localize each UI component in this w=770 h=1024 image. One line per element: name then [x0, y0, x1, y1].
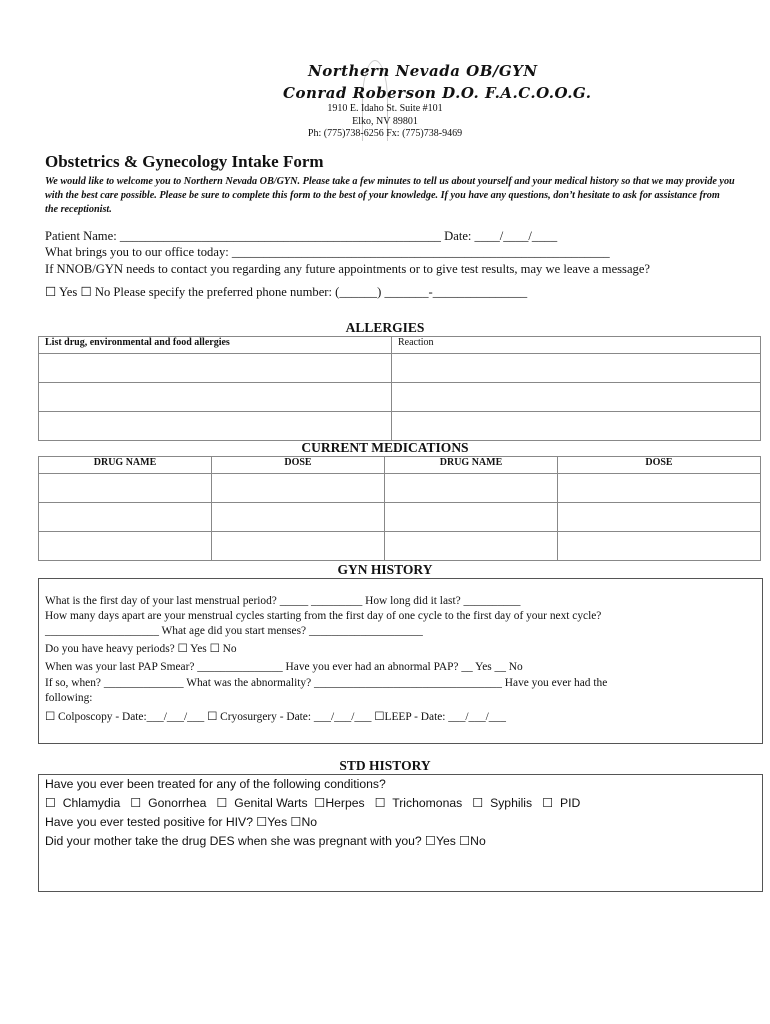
std-q3[interactable]: Did your mother take the drug DES when she was pregnant with you? ☐Yes ☐No — [45, 834, 486, 848]
allergies-table — [38, 336, 761, 441]
drug-name-header: DRUG NAME — [39, 457, 212, 474]
std-conditions[interactable]: ☐ Chlamydia ☐ Gonorrhea ☐ Genital Warts ☐Herpes ☐ Trichomonas ☐ Syphilis ☐ PID — [45, 796, 581, 810]
visit-reason-field[interactable]: What brings you to our office today: ____________________________________________________________ — [45, 245, 610, 259]
medications-table — [38, 456, 761, 561]
practice-name: Northern Nevada OB/GYN — [308, 62, 538, 80]
gyn-q4[interactable]: Do you have heavy periods? ☐ Yes ☐ No — [45, 643, 237, 655]
std-history-title: STD HISTORY — [339, 758, 431, 773]
allergies-title: ALLERGIES — [345, 320, 425, 335]
reaction-cell[interactable] — [392, 354, 761, 383]
address-line-1: 1910 E. Idaho St. Suite #101 — [327, 103, 443, 114]
med-cell[interactable] — [385, 503, 558, 532]
reaction-col-header: Reaction — [392, 337, 761, 354]
allergy-cell[interactable] — [39, 354, 392, 383]
dose-header: DOSE — [558, 457, 761, 474]
gyn-q6[interactable]: If so, when? ______________ What was the abnormality? _________________________________ Have you ever had the — [45, 677, 608, 689]
reaction-cell[interactable] — [392, 383, 761, 412]
med-cell[interactable] — [39, 532, 212, 561]
address-line-2: Elko, NV 89801 — [352, 116, 418, 127]
patient-name-field[interactable]: Patient Name: ___________________________________________________ Date: ____/____/____ — [45, 229, 558, 243]
drug-name-header: DRUG NAME — [385, 457, 558, 474]
med-cell[interactable] — [385, 532, 558, 561]
med-cell[interactable] — [558, 503, 761, 532]
med-cell[interactable] — [212, 503, 385, 532]
med-cell[interactable] — [212, 474, 385, 503]
doctor-name: Conrad Roberson D.O. F.A.C.O.O.G. — [283, 84, 592, 102]
std-q2[interactable]: Have you ever tested positive for HIV? ☐Yes ☐No — [45, 815, 318, 829]
form-intro: We would like to welcome you to Northern Nevada OB/GYN. Please take a few minutes to tell us about yourself and your medical history so that we may provide you with the best care possible. Please be sure to complete this form to the best of your knowledge. If you have any questions, don’t hesitate to ask for assistance from the receptionist. — [45, 176, 735, 215]
medications-title: CURRENT MEDICATIONS — [301, 440, 469, 455]
gyn-q3[interactable]: ____________________ What age did you start menses? ____________________ — [45, 625, 423, 637]
phone-fax: Ph: (775)738-6256 Fx: (775)738-9469 — [307, 128, 463, 139]
form-title: Obstetrics & Gynecology Intake Form — [45, 152, 324, 171]
gyn-q8[interactable]: ☐ Colposcopy - Date:___/___/___ ☐ Cryosurgery - Date: ___/___/___ ☐LEEP - Date: ___/___/___ — [45, 711, 506, 723]
contact-question: If NNOB/GYN needs to contact you regarding any future appointments or to give test results, may we leave a message? — [45, 262, 651, 276]
med-cell[interactable] — [39, 503, 212, 532]
med-cell[interactable] — [558, 474, 761, 503]
gyn-history-title: GYN HISTORY — [337, 562, 433, 577]
allergy-cell[interactable] — [39, 412, 392, 441]
med-cell[interactable] — [212, 532, 385, 561]
gyn-q1[interactable]: What is the first day of your last menstrual period? _____ _________ How long did it last? __________ — [45, 595, 521, 607]
gyn-q7: following: — [45, 692, 93, 704]
gyn-q2: How many days apart are your menstrual cycles starting from the first day of one cycle to the first day of your next cycle? — [45, 610, 602, 622]
dose-header: DOSE — [212, 457, 385, 474]
std-q1: Have you ever been treated for any of the following conditions? — [45, 777, 386, 791]
allergy-cell[interactable] — [39, 383, 392, 412]
allergies-col-header: List drug, environmental and food allergies — [39, 337, 392, 354]
med-cell[interactable] — [385, 474, 558, 503]
reaction-cell[interactable] — [392, 412, 761, 441]
med-cell[interactable] — [39, 474, 212, 503]
contact-options[interactable]: ☐ Yes ☐ No Please specify the preferred phone number: (______) _______-_______________ — [45, 285, 528, 299]
gyn-q5[interactable]: When was your last PAP Smear? _______________ Have you ever had an abnormal PAP? __ Yes __ No — [45, 661, 523, 673]
med-cell[interactable] — [558, 532, 761, 561]
